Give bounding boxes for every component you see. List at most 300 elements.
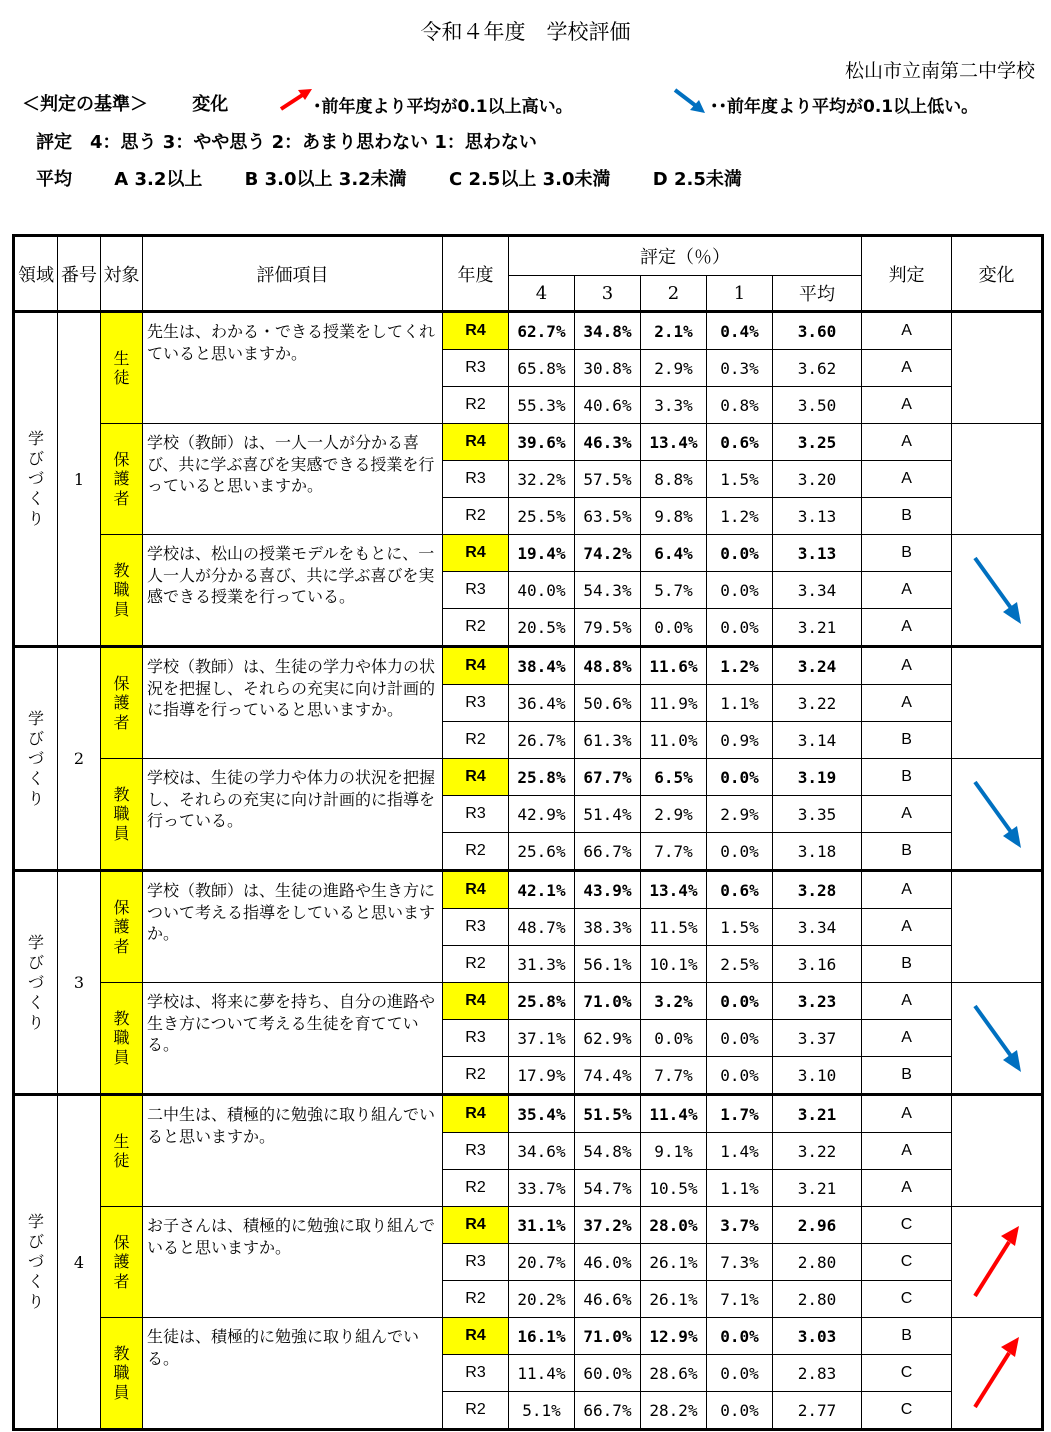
target-cell	[101, 424, 143, 535]
value-c2: 13.4%	[641, 871, 707, 909]
target-cell	[101, 312, 143, 424]
value-avg: 2.83	[773, 1355, 862, 1392]
domain-cell	[14, 647, 58, 871]
value-c1: 2.9%	[707, 796, 773, 833]
legend-down-text: ･･前年度より平均が0.1以上低い。	[710, 97, 979, 117]
change-cell	[952, 759, 1043, 871]
domain-char: く	[27, 489, 44, 508]
value-avg: 3.18	[773, 833, 862, 871]
value-c1: 0.0%	[707, 983, 773, 1020]
year-cell: R3	[443, 1355, 509, 1392]
value-c4: 37.1%	[509, 1020, 575, 1057]
target-char: 教	[113, 785, 130, 805]
change-cell	[952, 424, 1043, 535]
value-c2: 28.6%	[641, 1355, 707, 1392]
change-cell	[952, 1207, 1043, 1318]
table-row	[14, 983, 1043, 1020]
judge-cell: A	[862, 871, 952, 909]
value-c3: 54.8%	[575, 1133, 641, 1170]
target-char: 護	[113, 917, 130, 937]
value-c4: 42.9%	[509, 796, 575, 833]
value-c1: 1.1%	[707, 1170, 773, 1207]
target-char: 生	[113, 348, 130, 368]
value-avg: 3.23	[773, 983, 862, 1020]
value-avg: 3.34	[773, 572, 862, 609]
value-c1: 1.4%	[707, 1133, 773, 1170]
table-row	[14, 535, 1043, 572]
judge-cell: A	[862, 983, 952, 1020]
judge-cell: A	[862, 350, 952, 387]
year-cell: R3	[443, 1133, 509, 1170]
school-name: 松山市立南第二中学校	[844, 60, 1035, 82]
judge-cell: B	[862, 946, 952, 983]
domain-char: 学	[27, 708, 44, 728]
judge-cell: A	[862, 647, 952, 685]
evaluation-item: 学校は、松山の授業モデルをもとに、一人一人が分かる喜び、共に学ぶ喜びを実感できる授業を行っている。	[143, 535, 443, 647]
value-c1: 0.0%	[707, 1318, 773, 1355]
judge-cell: A	[862, 796, 952, 833]
value-c2: 0.0%	[641, 609, 707, 647]
year-cell: R4	[443, 983, 509, 1020]
value-c4: 40.0%	[509, 572, 575, 609]
target-cell	[101, 1318, 143, 1430]
value-c3: 57.5%	[575, 461, 641, 498]
value-avg: 3.22	[773, 1133, 862, 1170]
judge-cell: C	[862, 1244, 952, 1281]
avg-d: D 2.5未満	[652, 169, 742, 190]
target-char: 員	[113, 1047, 130, 1067]
value-c1: 0.6%	[707, 871, 773, 909]
value-c3: 51.4%	[575, 796, 641, 833]
value-c4: 11.4%	[509, 1355, 575, 1392]
domain-char: り	[27, 1292, 44, 1311]
number-cell: 3	[58, 871, 101, 1095]
judge-cell: B	[862, 833, 952, 871]
table-row	[14, 1095, 1043, 1133]
table-row	[14, 759, 1043, 796]
judge-cell: C	[862, 1281, 952, 1318]
number-cell: 4	[58, 1095, 101, 1430]
value-avg: 3.13	[773, 535, 862, 572]
value-c4: 26.7%	[509, 722, 575, 759]
year-cell: R4	[443, 647, 509, 685]
value-c2: 8.8%	[641, 461, 707, 498]
table-row	[14, 1207, 1043, 1244]
target-char: 保	[113, 898, 130, 918]
judge-cell: A	[862, 387, 952, 424]
target-cell	[101, 871, 143, 983]
header-c4: 4	[509, 276, 575, 312]
value-c3: 66.7%	[575, 1392, 641, 1430]
change-up-icon	[952, 1222, 1041, 1302]
change-cell	[952, 1318, 1043, 1430]
target-char: 職	[113, 1028, 130, 1048]
domain-char: り	[27, 1012, 44, 1032]
value-c2: 3.2%	[641, 983, 707, 1020]
value-c4: 19.4%	[509, 535, 575, 572]
table-row	[14, 424, 1043, 461]
value-c1: 0.0%	[707, 1057, 773, 1095]
year-cell: R4	[443, 424, 509, 461]
value-c4: 39.6%	[509, 424, 575, 461]
value-c3: 71.0%	[575, 983, 641, 1020]
value-c3: 54.7%	[575, 1170, 641, 1207]
value-c2: 11.9%	[641, 685, 707, 722]
value-avg: 3.22	[773, 685, 862, 722]
header-rating: 評定（％）	[509, 236, 862, 276]
value-c3: 66.7%	[575, 833, 641, 871]
header-number: 番号	[58, 236, 101, 312]
year-cell: R2	[443, 946, 509, 983]
target-char: 職	[113, 1363, 130, 1383]
value-avg: 3.19	[773, 759, 862, 796]
evaluation-item: 生徒は、積極的に勉強に取り組んでいる。	[143, 1318, 443, 1430]
value-c1: 1.2%	[707, 647, 773, 685]
domain-char: び	[27, 1232, 44, 1251]
table-row	[14, 1318, 1043, 1355]
value-c2: 2.9%	[641, 350, 707, 387]
year-cell: R3	[443, 1020, 509, 1057]
year-cell: R3	[443, 461, 509, 498]
year-cell: R3	[443, 350, 509, 387]
value-c1: 0.6%	[707, 424, 773, 461]
value-c4: 55.3%	[509, 387, 575, 424]
evaluation-item: 学校は、将来に夢を持ち、自分の進路や生き方について考える生徒を育てている。	[143, 983, 443, 1095]
target-char: 徒	[113, 1151, 130, 1170]
target-cell	[101, 759, 143, 871]
value-c3: 60.0%	[575, 1355, 641, 1392]
year-cell: R2	[443, 1170, 509, 1207]
value-avg: 3.62	[773, 350, 862, 387]
target-char: 保	[113, 450, 130, 470]
value-avg: 3.21	[773, 609, 862, 647]
value-c2: 3.3%	[641, 387, 707, 424]
value-c3: 46.0%	[575, 1244, 641, 1281]
value-avg: 3.60	[773, 312, 862, 350]
domain-char: く	[27, 768, 44, 788]
header-c2: 2	[641, 276, 707, 312]
value-c1: 0.0%	[707, 609, 773, 647]
domain-char: 学	[27, 1212, 44, 1231]
value-c4: 33.7%	[509, 1170, 575, 1207]
judge-cell: B	[862, 535, 952, 572]
value-c3: 67.7%	[575, 759, 641, 796]
judge-cell: A	[862, 424, 952, 461]
domain-char: づ	[27, 1252, 44, 1271]
value-c2: 28.2%	[641, 1392, 707, 1430]
rating-scale: 評定 4：思う 3：やや思う 2：あまり思わない 1：思わない	[36, 132, 537, 153]
value-c2: 6.4%	[641, 535, 707, 572]
domain-char: り	[27, 509, 44, 528]
year-cell: R4	[443, 312, 509, 350]
value-c4: 32.2%	[509, 461, 575, 498]
value-avg: 2.77	[773, 1392, 862, 1430]
value-c2: 9.8%	[641, 498, 707, 535]
judge-cell: A	[862, 572, 952, 609]
number-cell: 1	[58, 312, 101, 647]
judge-cell: A	[862, 1020, 952, 1057]
judge-cell: A	[862, 312, 952, 350]
value-c2: 11.6%	[641, 647, 707, 685]
target-char: 徒	[113, 368, 130, 387]
value-c1: 0.8%	[707, 387, 773, 424]
target-char: 教	[113, 1344, 130, 1364]
header-c3: 3	[575, 276, 641, 312]
value-c1: 2.5%	[707, 946, 773, 983]
target-cell	[101, 1207, 143, 1318]
target-char: 員	[113, 823, 130, 843]
value-c2: 2.1%	[641, 312, 707, 350]
value-avg: 3.24	[773, 647, 862, 685]
value-c4: 31.3%	[509, 946, 575, 983]
year-cell: R4	[443, 1095, 509, 1133]
value-c4: 34.6%	[509, 1133, 575, 1170]
value-c1: 1.1%	[707, 685, 773, 722]
domain-char: り	[27, 788, 44, 808]
judge-cell: C	[862, 1207, 952, 1244]
change-cell	[952, 983, 1043, 1095]
value-c1: 0.4%	[707, 312, 773, 350]
year-cell: R2	[443, 387, 509, 424]
value-c2: 10.5%	[641, 1170, 707, 1207]
value-avg: 2.80	[773, 1244, 862, 1281]
header-avg: 平均	[773, 276, 862, 312]
criteria-label: ＜判定の基準＞	[22, 94, 148, 115]
target-cell	[101, 1095, 143, 1207]
change-cell	[952, 1095, 1043, 1207]
header-c1: 1	[707, 276, 773, 312]
header-target: 対象	[101, 236, 143, 312]
value-c3: 48.8%	[575, 647, 641, 685]
value-c2: 12.9%	[641, 1318, 707, 1355]
value-c2: 9.1%	[641, 1133, 707, 1170]
value-c3: 79.5%	[575, 609, 641, 647]
target-char: 護	[113, 469, 130, 489]
value-avg: 3.03	[773, 1318, 862, 1355]
value-c4: 62.7%	[509, 312, 575, 350]
year-cell: R4	[443, 871, 509, 909]
value-c1: 7.1%	[707, 1281, 773, 1318]
target-char: 職	[113, 580, 130, 600]
value-c2: 28.0%	[641, 1207, 707, 1244]
value-c4: 48.7%	[509, 909, 575, 946]
header-year: 年度	[443, 236, 509, 312]
value-c4: 65.8%	[509, 350, 575, 387]
target-cell	[101, 647, 143, 759]
value-c3: 46.6%	[575, 1281, 641, 1318]
value-c2: 26.1%	[641, 1244, 707, 1281]
value-c1: 1.5%	[707, 909, 773, 946]
value-c4: 20.7%	[509, 1244, 575, 1281]
header-domain: 領域	[14, 236, 58, 312]
value-c2: 6.5%	[641, 759, 707, 796]
value-c4: 25.8%	[509, 759, 575, 796]
value-c3: 46.3%	[575, 424, 641, 461]
change-cell	[952, 647, 1043, 759]
value-c1: 0.3%	[707, 350, 773, 387]
judge-cell: A	[862, 609, 952, 647]
value-avg: 3.37	[773, 1020, 862, 1057]
judge-cell: A	[862, 461, 952, 498]
year-cell: R4	[443, 1207, 509, 1244]
value-c4: 31.1%	[509, 1207, 575, 1244]
value-c2: 11.5%	[641, 909, 707, 946]
value-c3: 62.9%	[575, 1020, 641, 1057]
target-char: 員	[113, 599, 130, 619]
year-cell: R2	[443, 1392, 509, 1430]
target-char: 護	[113, 693, 130, 713]
target-char: 生	[113, 1131, 130, 1151]
year-cell: R2	[443, 833, 509, 871]
evaluation-table	[12, 234, 1044, 1431]
value-c2: 5.7%	[641, 572, 707, 609]
year-cell: R2	[443, 498, 509, 535]
year-cell: R3	[443, 572, 509, 609]
value-c1: 0.0%	[707, 1020, 773, 1057]
criteria-line	[22, 90, 228, 116]
change-down-icon	[952, 774, 1041, 854]
value-c1: 3.7%	[707, 1207, 773, 1244]
year-cell: R2	[443, 609, 509, 647]
evaluation-item: 二中生は、積極的に勉強に取り組んでいると思いますか。	[143, 1095, 443, 1207]
target-char: 者	[113, 1271, 130, 1291]
value-c3: 63.5%	[575, 498, 641, 535]
target-char: 職	[113, 804, 130, 824]
change-cell	[952, 535, 1043, 647]
value-c4: 25.5%	[509, 498, 575, 535]
year-cell: R2	[443, 1281, 509, 1318]
table-row	[14, 871, 1043, 909]
value-c2: 7.7%	[641, 833, 707, 871]
value-c4: 42.1%	[509, 871, 575, 909]
domain-char: づ	[27, 972, 44, 992]
judge-cell: A	[862, 909, 952, 946]
value-avg: 3.28	[773, 871, 862, 909]
table-row	[14, 647, 1043, 685]
value-c3: 34.8%	[575, 312, 641, 350]
value-c1: 0.0%	[707, 1392, 773, 1430]
value-c3: 50.6%	[575, 685, 641, 722]
evaluation-item: お子さんは、積極的に勉強に取り組んでいると思いますか。	[143, 1207, 443, 1318]
value-c1: 0.0%	[707, 759, 773, 796]
header-change: 変化	[952, 236, 1043, 312]
target-char: 保	[113, 1233, 130, 1253]
target-char: 護	[113, 1252, 130, 1272]
value-c4: 20.5%	[509, 609, 575, 647]
value-avg: 2.80	[773, 1281, 862, 1318]
target-char: 保	[113, 674, 130, 694]
value-c3: 61.3%	[575, 722, 641, 759]
year-cell: R3	[443, 685, 509, 722]
year-cell: R4	[443, 1318, 509, 1355]
evaluation-item: 学校は、生徒の学力や体力の状況を把握し、それらの充実に向け計画的に指導を行っている。	[143, 759, 443, 871]
evaluation-item: 先生は、わかる・できる授業をしてくれていると思いますか。	[143, 312, 443, 424]
judge-cell: C	[862, 1392, 952, 1430]
page-title: 令和４年度 学校評価	[420, 20, 631, 44]
value-c1: 0.0%	[707, 1355, 773, 1392]
target-char: 員	[113, 1382, 130, 1402]
value-c1: 0.0%	[707, 833, 773, 871]
change-down-icon	[952, 998, 1041, 1078]
value-c4: 20.2%	[509, 1281, 575, 1318]
judge-cell: A	[862, 685, 952, 722]
value-avg: 3.13	[773, 498, 862, 535]
judge-cell: B	[862, 722, 952, 759]
value-c4: 25.8%	[509, 983, 575, 1020]
judge-cell: A	[862, 1095, 952, 1133]
value-c2: 2.9%	[641, 796, 707, 833]
judge-cell: C	[862, 1355, 952, 1392]
value-c2: 0.0%	[641, 1020, 707, 1057]
value-avg: 3.21	[773, 1170, 862, 1207]
value-c2: 11.0%	[641, 722, 707, 759]
target-char: 教	[113, 1009, 130, 1029]
value-avg: 3.50	[773, 387, 862, 424]
value-c3: 74.2%	[575, 535, 641, 572]
arrow-down-icon	[672, 86, 708, 120]
judge-cell: B	[862, 1318, 952, 1355]
year-cell: R2	[443, 1057, 509, 1095]
header-judge: 判定	[862, 236, 952, 312]
value-c3: 71.0%	[575, 1318, 641, 1355]
domain-char: づ	[27, 469, 44, 488]
judge-cell: B	[862, 759, 952, 796]
target-char: 教	[113, 561, 130, 581]
domain-cell	[14, 1095, 58, 1430]
domain-char: く	[27, 1272, 44, 1291]
value-c3: 51.5%	[575, 1095, 641, 1133]
value-avg: 3.14	[773, 722, 862, 759]
year-cell: R4	[443, 759, 509, 796]
judge-cell: A	[862, 1133, 952, 1170]
value-c4: 5.1%	[509, 1392, 575, 1430]
value-avg: 3.35	[773, 796, 862, 833]
value-avg: 3.34	[773, 909, 862, 946]
value-avg: 3.20	[773, 461, 862, 498]
evaluation-item: 学校（教師）は、一人一人が分かる喜び、共に学ぶ喜びを実感できる授業を行っていると思いますか。	[143, 424, 443, 535]
value-c1: 1.5%	[707, 461, 773, 498]
value-avg: 3.21	[773, 1095, 862, 1133]
value-c4: 35.4%	[509, 1095, 575, 1133]
evaluation-item: 学校（教師）は、生徒の学力や体力の状況を把握し、それらの充実に向け計画的に指導を行っていると思いますか。	[143, 647, 443, 759]
table-body	[14, 312, 1043, 1430]
header-item: 評価項目	[143, 236, 443, 312]
judge-cell: B	[862, 498, 952, 535]
value-c3: 37.2%	[575, 1207, 641, 1244]
year-cell: R2	[443, 722, 509, 759]
year-cell: R3	[443, 796, 509, 833]
year-cell: R4	[443, 535, 509, 572]
target-char: 者	[113, 488, 130, 508]
value-c1: 0.0%	[707, 572, 773, 609]
domain-char: 学	[27, 429, 44, 448]
value-avg: 3.10	[773, 1057, 862, 1095]
change-cell	[952, 871, 1043, 983]
avg-label: 平均	[36, 169, 72, 190]
change-up-icon	[952, 1333, 1041, 1413]
avg-a: A 3.2以上	[114, 169, 203, 190]
value-c4: 17.9%	[509, 1057, 575, 1095]
value-c2: 7.7%	[641, 1057, 707, 1095]
value-c1: 1.7%	[707, 1095, 773, 1133]
year-cell: R3	[443, 909, 509, 946]
value-c2: 11.4%	[641, 1095, 707, 1133]
judge-cell: A	[862, 1170, 952, 1207]
year-cell: R3	[443, 1244, 509, 1281]
value-c3: 30.8%	[575, 350, 641, 387]
legend-up-text: ･前年度より平均が0.1以上高い。	[313, 97, 573, 117]
value-c1: 1.2%	[707, 498, 773, 535]
